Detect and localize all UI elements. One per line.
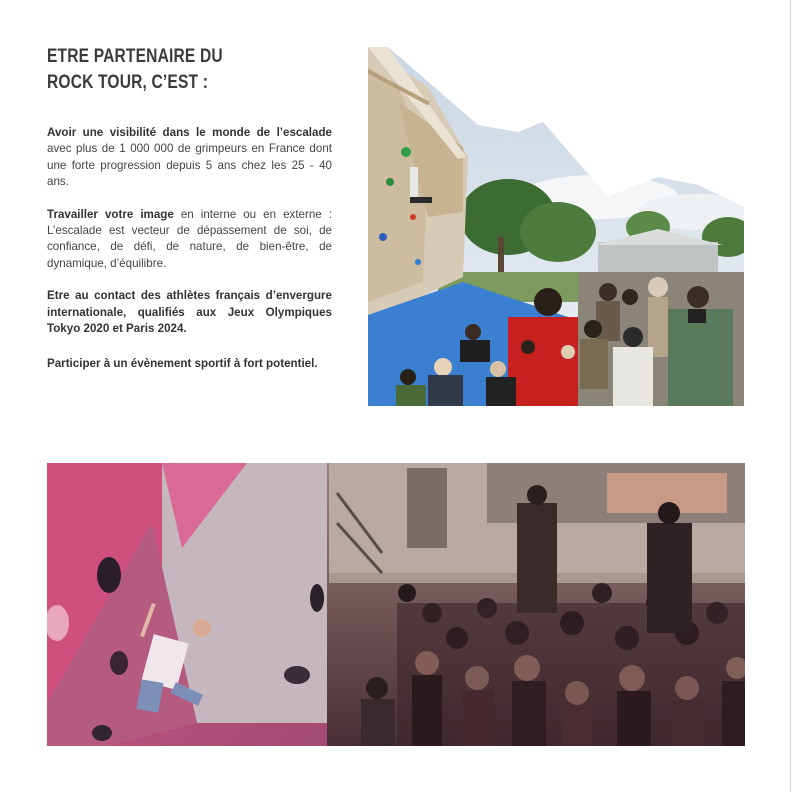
benefit-image — [47, 207, 332, 273]
benefit-visibility — [47, 125, 332, 191]
indoor-competition-illustration — [47, 463, 745, 746]
outdoor-event-photo — [368, 47, 744, 406]
benefit-event — [47, 356, 332, 372]
benefit-athletes-bold: Etre au contact des athlètes français d’envergure internationale, qualifiés aux Jeux Olympiques Tokyo 2020 et Paris 2024. — [47, 289, 332, 336]
heading-line-2: ROCK TOUR, C’EST : — [47, 72, 209, 93]
benefits-text — [47, 125, 332, 389]
indoor-competition-photo — [47, 463, 745, 746]
page-heading — [47, 44, 223, 96]
outdoor-event-illustration — [368, 47, 744, 406]
page-edge-rule — [790, 0, 791, 792]
benefit-visibility-text: avec plus de 1 000 000 de grimpeurs en France dont une forte progression depuis 5 ans chez les 25 - 40 ans. — [47, 142, 332, 189]
benefit-visibility-bold: Avoir une visibilité dans le monde de l’escalade — [47, 126, 332, 139]
benefit-athletes — [47, 288, 332, 337]
benefit-event-bold: Participer à un évènement sportif à fort potentiel. — [47, 357, 318, 371]
heading-line-1: ETRE PARTENAIRE DU — [47, 46, 223, 67]
benefit-image-bold: Travailler votre image — [47, 207, 174, 221]
benefit-image-text: en interne ou en externe : L’escalade est vecteur de dépassement de soi, de confiance, de défi, de nature, de bien-être, de dynamique, d’équilibre. — [47, 207, 332, 270]
